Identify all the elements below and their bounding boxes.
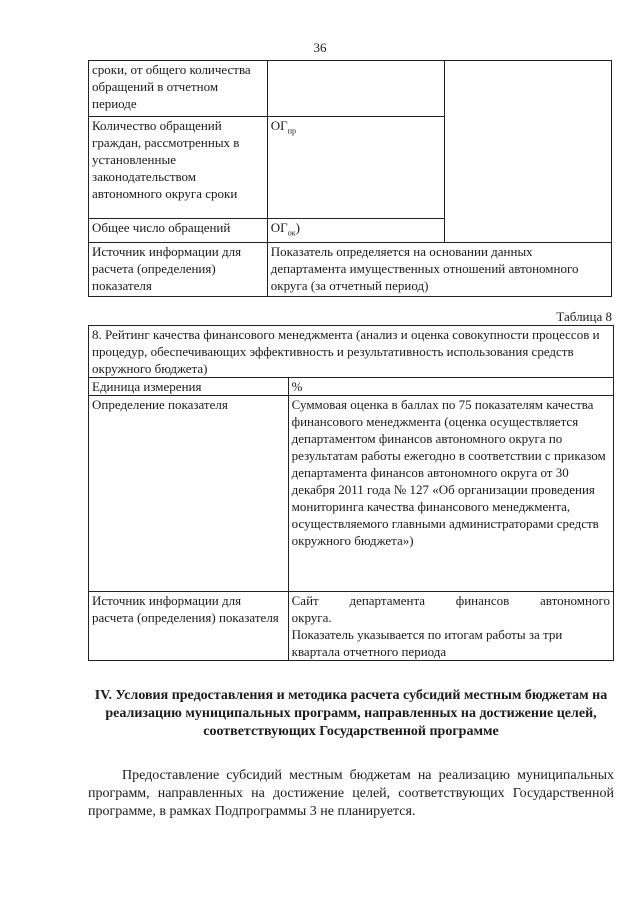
table8-source-line-2: Показатель указывается по итогам работы за три квартала отчетного периода bbox=[291, 627, 563, 659]
table8-title: 8. Рейтинг качества финансового менеджмента (анализ и оценка совокупности процессов и процедур, обеспечивающих эффективность и результативность использования средств окружного бюджета) bbox=[89, 326, 614, 378]
table7-source-label: Источник информации для расчета (определения) показателя bbox=[89, 242, 268, 296]
table8-unit-value: % bbox=[288, 378, 613, 396]
formula-suffix: ) bbox=[295, 220, 300, 235]
table8-unit-label: Единица измерения bbox=[89, 378, 289, 396]
formula-subscript: пр bbox=[287, 126, 296, 136]
table8-source-value bbox=[288, 592, 613, 661]
table7-row-value bbox=[267, 117, 445, 219]
table8-source-label: Источник информации для расчета (определения) показателя bbox=[89, 592, 289, 661]
formula-symbol: ОГ bbox=[270, 220, 288, 235]
table8-definition-value: Суммовая оценка в баллах по 75 показателям качества финансового менеджмента (оценка осуществляется департаментом финансов автономного округа по результатам работы ежегодно в соответствии с приказом департамента финансов автономного округа от 30 декабря 2011 года № 127 «Об организации проведения мониторинга качества финансового менеджмента, осуществляемого главными администраторами средств окружного бюджета») bbox=[288, 396, 613, 592]
table7-row-label: Количество обращений граждан, рассмотренных в установленные законодательством автономного округа сроки bbox=[89, 117, 268, 219]
table7-empty-cell bbox=[445, 61, 612, 243]
section-heading: IV. Условия предоставления и методика расчета субсидий местным бюджетам на реализацию муниципальных программ, направленных на достижение целей, соответствующих Государственной программе bbox=[94, 688, 608, 739]
formula-symbol: ОГ bbox=[270, 118, 288, 133]
table7-row-value bbox=[267, 219, 445, 243]
table7-row-value bbox=[267, 61, 445, 117]
indicator-table-8 bbox=[88, 325, 614, 661]
indicator-table-7-continuation bbox=[88, 60, 612, 297]
section-paragraph: Предоставление субсидий местным бюджетам на реализацию муниципальных программ, направленных на достижение целей, соответствующих Государственной программе, в рамках Подпрограммы 3 не планируется. bbox=[88, 768, 614, 819]
table8-definition-label: Определение показателя bbox=[89, 396, 289, 592]
table8-source-line-1: Сайт департамента финансов автономного округа. bbox=[291, 593, 610, 625]
table7-row-label: Общее число обращений bbox=[89, 219, 268, 243]
table7-row-label: сроки, от общего количества обращений в отчетном периоде bbox=[89, 61, 268, 117]
formula-subscript: ок bbox=[287, 228, 296, 238]
table-caption: Таблица 8 bbox=[556, 309, 612, 324]
page-number: 36 bbox=[313, 40, 327, 55]
table7-source-value: Показатель определяется на основании данных департамента имущественных отношений автономного округа (за отчетный период) bbox=[267, 242, 611, 296]
